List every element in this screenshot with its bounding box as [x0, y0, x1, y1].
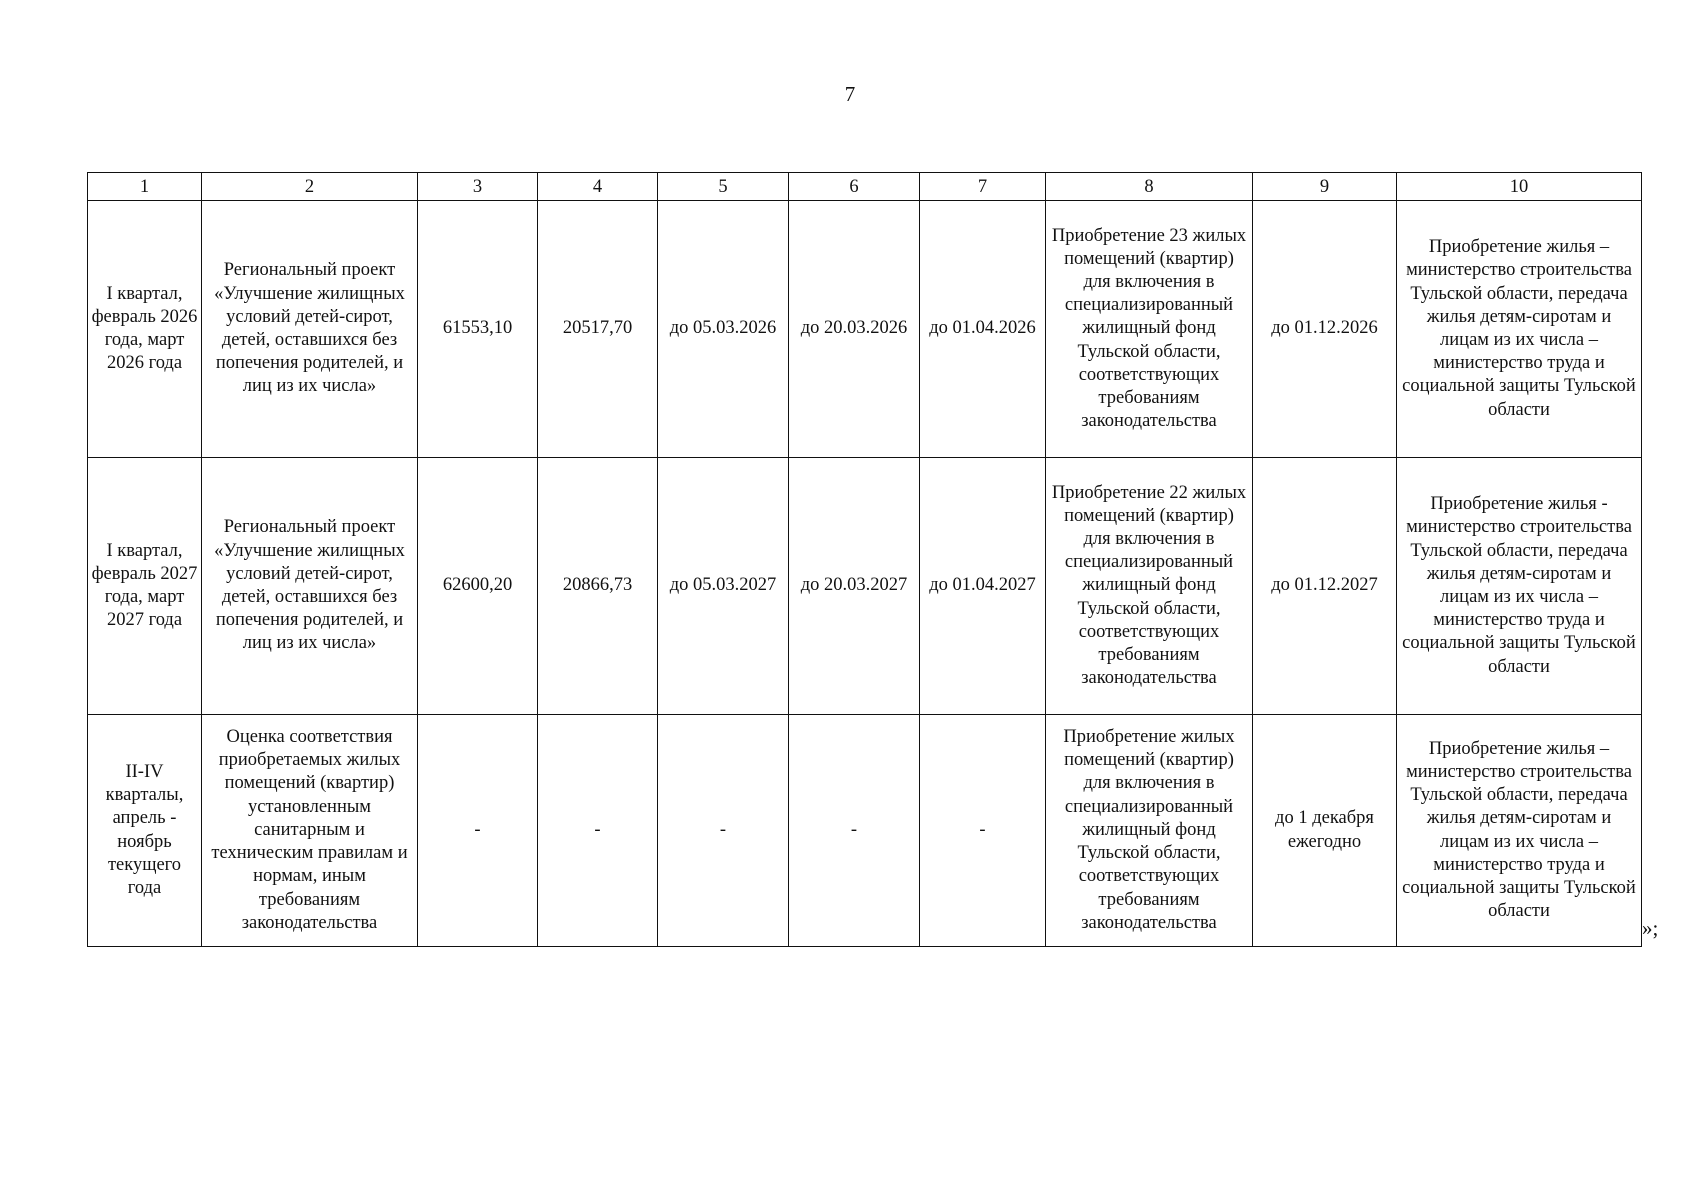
- deadline-6-cell: до 20.03.2027: [789, 458, 920, 715]
- deadline-5-cell: до 05.03.2026: [658, 201, 789, 458]
- responsible-cell: Приобретение жилья - министерство строительства Тульской области, передача жилья детям-сиротам и лицам из их числа – министерство труда и социальной защиты Тульской области: [1397, 458, 1642, 715]
- amount-part-cell: 20866,73: [538, 458, 658, 715]
- amount-total-cell: -: [418, 715, 538, 947]
- deadline-5-cell: до 05.03.2027: [658, 458, 789, 715]
- header-row: [88, 173, 1642, 201]
- header-col-4: 4: [538, 173, 658, 201]
- deadline-7-cell: -: [920, 715, 1046, 947]
- result-cell: Приобретение 23 жилых помещений (квартир) для включения в специализированный жилищный фонд Тульской области, соответствующих требованиям законодательства: [1046, 201, 1253, 458]
- header-col-3: 3: [418, 173, 538, 201]
- result-cell: Приобретение жилых помещений (квартир) для включения в специализированный жилищный фонд Тульской области, соответствующих требованиям законодательства: [1046, 715, 1253, 947]
- header-col-1: 1: [88, 173, 202, 201]
- activity-cell: Региональный проект «Улучшение жилищных условий детей-сирот, детей, оставшихся без попечения родителей, и лиц из их числа»: [202, 458, 418, 715]
- header-col-7: 7: [920, 173, 1046, 201]
- period-cell: I квартал, февраль 2027 года, март 2027 года: [88, 458, 202, 715]
- result-deadline-cell: до 01.12.2027: [1253, 458, 1397, 715]
- header-col-6: 6: [789, 173, 920, 201]
- deadline-6-cell: до 20.03.2026: [789, 201, 920, 458]
- table-row: [88, 715, 1642, 947]
- deadline-5-cell: -: [658, 715, 789, 947]
- amount-part-cell: 20517,70: [538, 201, 658, 458]
- period-cell: II-IV кварталы, апрель - ноябрь текущего года: [88, 715, 202, 947]
- header-col-10: 10: [1397, 173, 1642, 201]
- header-col-2: 2: [202, 173, 418, 201]
- page-number: 7: [844, 82, 856, 106]
- table-row: [88, 201, 1642, 458]
- responsible-cell: Приобретение жилья – министерство строительства Тульской области, передача жилья детям-сиротам и лицам из их числа – министерство труда и социальной защиты Тульской области: [1397, 715, 1642, 947]
- deadline-7-cell: до 01.04.2026: [920, 201, 1046, 458]
- header-col-9: 9: [1253, 173, 1397, 201]
- deadline-6-cell: -: [789, 715, 920, 947]
- amount-total-cell: 61553,10: [418, 201, 538, 458]
- header-col-8: 8: [1046, 173, 1253, 201]
- activity-cell: Оценка соответствия приобретаемых жилых помещений (квартир) установленным санитарным и техническим правилам и нормам, иным требованиям законодательства: [202, 715, 418, 947]
- result-cell: Приобретение 22 жилых помещений (квартир) для включения в специализированный жилищный фонд Тульской области, соответствующих требованиям законодательства: [1046, 458, 1253, 715]
- closing-quote-mark: »;: [1642, 916, 1659, 940]
- header-col-5: 5: [658, 173, 789, 201]
- responsible-cell: Приобретение жилья – министерство строительства Тульской области, передача жилья детям-сиротам и лицам из их числа – министерство труда и социальной защиты Тульской области: [1397, 201, 1642, 458]
- result-deadline-cell: до 1 декабря ежегодно: [1253, 715, 1397, 947]
- activity-cell: Региональный проект «Улучшение жилищных условий детей-сирот, детей, оставшихся без попечения родителей, и лиц из их числа»: [202, 201, 418, 458]
- deadline-7-cell: до 01.04.2027: [920, 458, 1046, 715]
- table-row: [88, 458, 1642, 715]
- amount-total-cell: 62600,20: [418, 458, 538, 715]
- amount-part-cell: -: [538, 715, 658, 947]
- period-cell: I квартал, февраль 2026 года, март 2026 года: [88, 201, 202, 458]
- result-deadline-cell: до 01.12.2026: [1253, 201, 1397, 458]
- measures-table: [87, 172, 1642, 947]
